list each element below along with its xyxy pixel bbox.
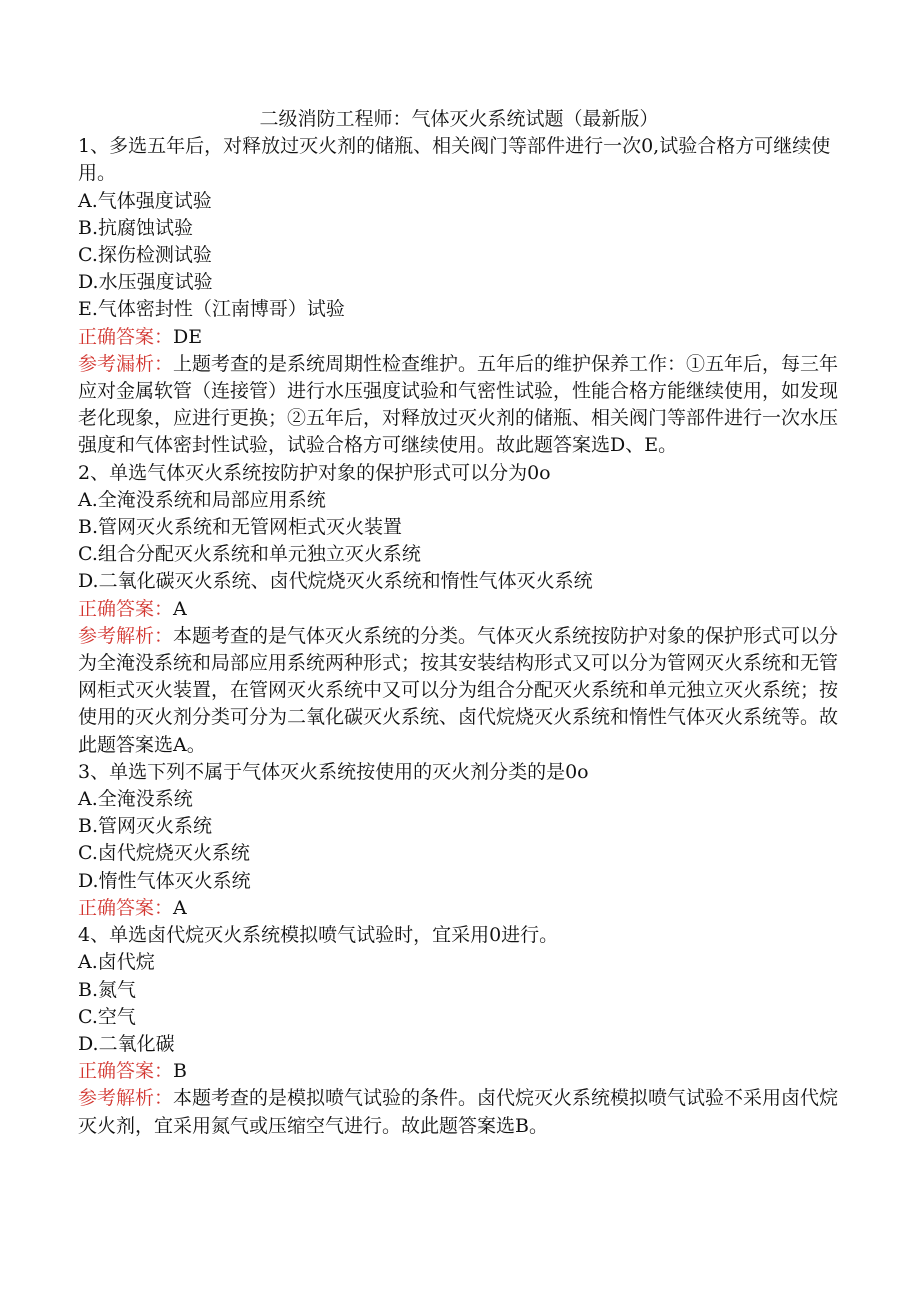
answer-line xyxy=(78,895,840,922)
option-b: B.管网灭火系统 xyxy=(78,815,213,838)
document-page xyxy=(78,106,840,1140)
option-d: D.水压强度试验 xyxy=(78,271,213,294)
option-c: C.探伤检测试验 xyxy=(78,244,212,267)
option-d: D.二氧化碳 xyxy=(78,1032,175,1055)
answer-value: A xyxy=(173,896,187,919)
question-stem: 3、单选下列不属于气体灭火系统按使用的灭火剂分类的是0o xyxy=(78,760,589,783)
option-a: A.气体强度试验 xyxy=(78,189,212,212)
question-4 xyxy=(78,922,840,1140)
analysis-text: 本题考查的是模拟喷气试验的条件。卤代烷灭火系统模拟喷气试验不采用卤代烷灭火剂，宜采用氮气或压缩空气进行。故此题答案选B。 xyxy=(78,1087,839,1137)
answer-label: 正确答案： xyxy=(78,597,174,620)
question-stem: 1、多选五年后，对释放过灭火剂的储瓶、相关阀门等部件进行一次0,试验合格方可继续使用。 xyxy=(78,135,831,185)
analysis-line xyxy=(78,351,840,460)
option-d: D.惰性气体灭火系统 xyxy=(78,869,251,892)
document-title: 二级消防工程师：气体灭火系统试题（最新版） xyxy=(259,108,659,130)
analysis-label: 参考解析： xyxy=(78,624,174,647)
question-1 xyxy=(78,133,840,459)
analysis-label: 参考解析： xyxy=(78,1087,174,1110)
answer-line xyxy=(78,596,840,623)
answer-line xyxy=(78,1058,840,1085)
option-a: A.全淹没系统 xyxy=(78,788,193,811)
analysis-text: 上题考查的是系统周期性检查维护。五年后的维护保养工作：①五年后，每三年应对金属软管（连接管）进行水压强度试验和气密性试验，性能合格方能继续使用，如发现老化现象，应进行更换；②五年后，对释放过灭火剂的储瓶、相关阀门等部件进行一次水压强度和气体密封性试验，试验合格方可继续使用。故此题答案选D、E。 xyxy=(78,352,839,457)
option-c: C.组合分配灭火系统和单元独立灭火系统 xyxy=(78,543,421,566)
option-e: E.气体密封性（江南博哥）试验 xyxy=(78,298,345,321)
option-a: A.全淹没系统和局部应用系统 xyxy=(78,488,326,511)
answer-value: DE xyxy=(173,325,203,348)
answer-value: B xyxy=(173,1060,187,1083)
question-stem: 4、单选卤代烷灭火系统模拟喷气试验时，宜采用0进行。 xyxy=(78,924,559,947)
answer-value: A xyxy=(173,597,187,620)
analysis-line xyxy=(78,1085,840,1139)
answer-label: 正确答案： xyxy=(78,1060,174,1083)
analysis-text: 本题考查的是气体灭火系统的分类。气体灭火系统按防护对象的保护形式可以分为全淹没系统和局部应用系统两种形式；按其安装结构形式又可以分为管网灭火系统和无管网柜式灭火装置，在管网灭火系统中又可以分为组合分配灭火系统和单元独立灭火系统；按使用的灭火剂分类可分为二氧化碳灭火系统、卤代烷烧灭火系统和惰性气体灭火系统等。故此题答案选A。 xyxy=(78,624,839,756)
answer-label: 正确答案： xyxy=(78,896,174,919)
option-c: C.空气 xyxy=(78,1005,136,1028)
option-b: B.氮气 xyxy=(78,978,137,1001)
option-c: C.卤代烷烧灭火系统 xyxy=(78,842,250,865)
analysis-line xyxy=(78,623,840,759)
analysis-label: 参考漏析： xyxy=(78,352,174,375)
option-d: D.二氧化碳灭火系统、卤代烷烧灭火系统和惰性气体灭火系统 xyxy=(78,570,593,593)
option-a: A.卤代烷 xyxy=(78,951,155,974)
question-2 xyxy=(78,460,840,759)
option-b: B.抗腐蚀试验 xyxy=(78,216,194,239)
answer-line xyxy=(78,324,840,351)
answer-label: 正确答案： xyxy=(78,325,174,348)
question-3 xyxy=(78,759,840,922)
question-stem: 2、单选气体灭火系统按防护对象的保护形式可以分为0o xyxy=(78,461,551,484)
option-b: B.管网灭火系统和无管网柜式灭火装置 xyxy=(78,516,403,539)
